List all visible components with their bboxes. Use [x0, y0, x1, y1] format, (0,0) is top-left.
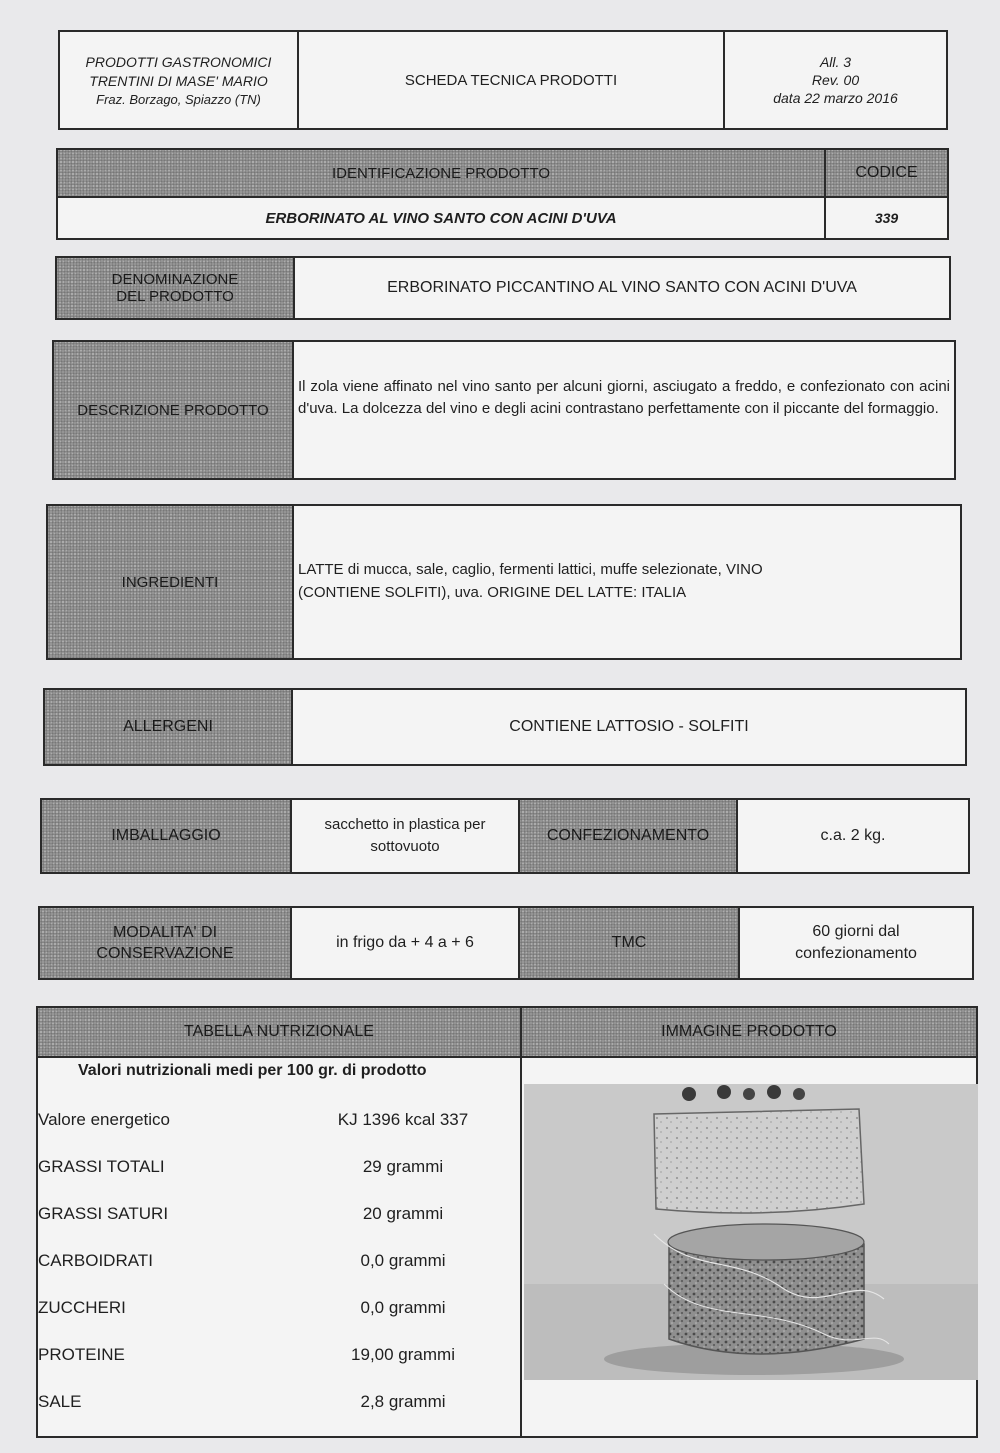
nutrition-row: [38, 1157, 518, 1187]
nutrition-row: [38, 1392, 518, 1422]
revision-date: data 22 marzo 2016: [773, 90, 898, 106]
product-name: ERBORINATO AL VINO SANTO CON ACINI D'UVA: [58, 196, 824, 238]
denomination-label-line2: DEL PRODOTTO: [116, 288, 234, 305]
nutrition-label: PROTEINE: [38, 1345, 125, 1364]
storage-label-line1: MODALITA' DI: [112, 924, 218, 941]
document-title: SCHEDA TECNICA PRODOTTI: [297, 32, 723, 128]
ingredients-line1: LATTE di mucca, sale, caglio, fermenti lattici, muffe selezionate, VINO: [298, 561, 763, 578]
packaging-value-line2: sottovuoto: [370, 838, 440, 855]
image-panel: [520, 1056, 976, 1436]
identification-box: [56, 148, 949, 240]
confezionamento-label: CONFEZIONAMENTO: [518, 800, 736, 872]
company-line2: TRENTINI DI MASE' MARIO: [89, 72, 268, 89]
company-cell: [60, 32, 297, 128]
nutrition-subtitle: Valori nutrizionali medi per 100 gr. di prodotto: [78, 1062, 427, 1079]
attachment-number: All. 3: [819, 54, 852, 70]
nutrition-header: TABELLA NUTRIZIONALE: [38, 1008, 520, 1056]
company-line1: PRODOTTI GASTRONOMICI: [85, 53, 272, 70]
code-header: CODICE: [824, 150, 947, 196]
product-code: 339: [824, 196, 947, 238]
denomination-label-line1: DENOMINAZIONE: [111, 271, 239, 288]
ingredients-label: INGREDIENTI: [48, 506, 292, 658]
allergens-value: CONTIENE LATTOSIO - SOLFITI: [291, 690, 965, 764]
packaging-value: [290, 800, 518, 872]
tmc-value-line2: confezionamento: [795, 945, 917, 962]
storage-label-line2: CONSERVAZIONE: [96, 945, 234, 962]
company-address: Fraz. Borzago, Spiazzo (TN): [96, 91, 261, 107]
denomination-box: [55, 256, 951, 320]
packaging-box: [40, 798, 970, 874]
nutrition-label: CARBOIDRATI: [38, 1251, 153, 1270]
storage-value: in frigo da + 4 a + 6: [290, 908, 518, 978]
identification-header: IDENTIFICAZIONE PRODOTTO: [58, 150, 824, 196]
allergens-box: [43, 688, 967, 766]
tmc-value: [738, 908, 972, 978]
nutrition-label: ZUCCHERI: [38, 1298, 126, 1317]
nutrition-value: 2,8 grammi: [360, 1392, 446, 1411]
header-box: [58, 30, 948, 130]
allergens-label: ALLERGENI: [45, 690, 291, 764]
nutrition-row: [38, 1110, 518, 1140]
tmc-value-line1: 60 giorni dal: [812, 923, 900, 940]
nutrition-row: [38, 1204, 518, 1234]
nutrition-value: 19,00 grammi: [351, 1345, 455, 1364]
nutrition-label: GRASSI SATURI: [38, 1204, 169, 1223]
description-value: Il zola viene affinato nel vino santo per alcuni giorni, asciugato a freddo, e confezionato con acini d'uva. La dolcezza del vino e degli acini contrastano perfettamente con il piccante del formaggio.: [292, 342, 954, 478]
packaging-value-line1: sacchetto in plastica per: [324, 816, 486, 833]
ingredients-box: [46, 504, 962, 660]
tmc-label: TMC: [518, 908, 738, 978]
nutrition-row: [38, 1298, 518, 1328]
revision-number: Rev. 00: [811, 72, 860, 88]
storage-label: [40, 908, 290, 978]
description-box: [52, 340, 956, 480]
nutrition-row: [38, 1345, 518, 1375]
nutrition-box: [36, 1006, 978, 1438]
nutrition-panel: [38, 1056, 520, 1436]
nutrition-label: SALE: [38, 1392, 82, 1411]
description-label: DESCRIZIONE PRODOTTO: [54, 342, 292, 478]
nutrition-label: Valore energetico: [38, 1110, 170, 1129]
storage-box: [38, 906, 974, 980]
ingredients-value: [292, 506, 960, 658]
nutrition-value: 29 grammi: [362, 1157, 444, 1176]
cheese-wheel-photo-icon: [524, 1084, 978, 1380]
nutrition-label: GRASSI TOTALI: [38, 1157, 165, 1176]
denomination-label: [57, 258, 293, 318]
revision-cell: [723, 32, 946, 128]
image-header: IMMAGINE PRODOTTO: [520, 1008, 976, 1056]
nutrition-value: 0,0 grammi: [360, 1251, 446, 1270]
confezionamento-value: c.a. 2 kg.: [736, 800, 968, 872]
nutrition-value: 20 grammi: [362, 1204, 444, 1223]
nutrition-value: KJ 1396 kcal 337: [337, 1110, 469, 1129]
ingredients-line2: (CONTIENE SOLFITI), uva. ORIGINE DEL LATTE: ITALIA: [298, 584, 687, 601]
nutrition-row: [38, 1251, 518, 1281]
packaging-label: IMBALLAGGIO: [42, 800, 290, 872]
denomination-value: ERBORINATO PICCANTINO AL VINO SANTO CON ACINI D'UVA: [293, 258, 949, 318]
nutrition-value: 0,0 grammi: [360, 1298, 446, 1317]
